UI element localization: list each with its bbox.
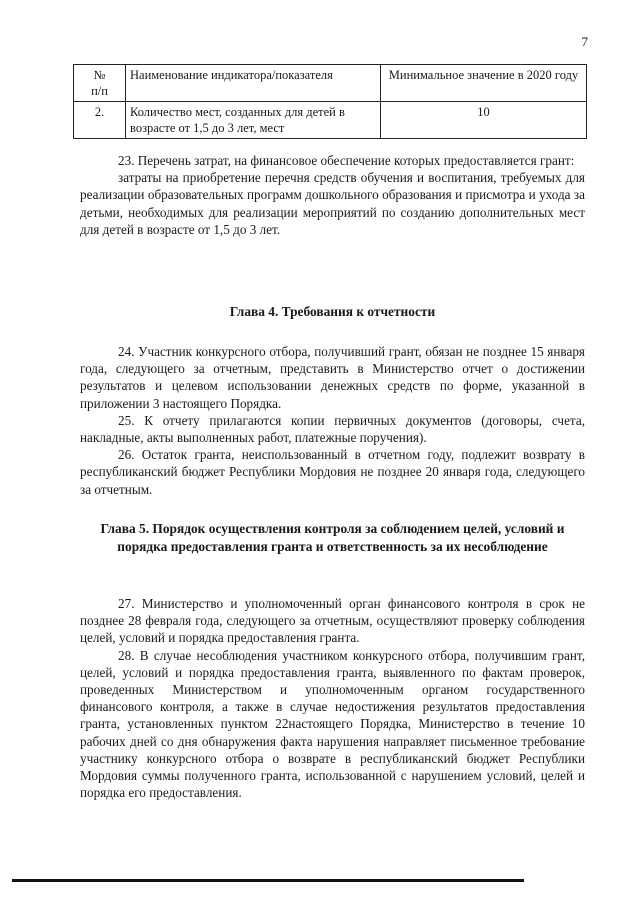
chapter-5-body	[80, 595, 585, 801]
row-min-value: 10	[381, 102, 587, 139]
header-min-value: Минимальное значение в 2020 году	[381, 65, 587, 102]
header-indicator-name: Наименование индикатора/показателя	[126, 65, 381, 102]
header-number: № п/п	[74, 65, 126, 102]
paragraph-27: 27. Министерство и уполномоченный орган финансового контроля в срок не позднее 28 февраля года, следующего за отчетным, осуществляют проверку соблюдения целей, условий и порядка предоставления гранта.	[80, 596, 585, 646]
indicators-table	[73, 64, 587, 139]
bottom-rule	[12, 879, 524, 882]
chapter-4-body	[80, 343, 585, 498]
paragraph-28: 28. В случае несоблюдения участником конкурсного отбора, получившим грант, целей, условий и порядка предоставления гранта, выявленного по фактам проверок, проведенных Министерством и уполномоченным органом государственного финансового контроля, а также в случае недостижения результатов предоставления гранта, установленных пунктом 22настоящего Порядка, Министерство в течение 10 рабочих дней со дня обнаружения факта нарушения направляет письменное требование участнику конкурсного отбора о возврате в республиканский бюджет Республики Мордовия суммы полученного гранта, использованной с нарушением условий, целей и порядка его предоставления.	[80, 647, 585, 801]
table-header-row	[74, 65, 587, 102]
page-number: 7	[581, 34, 588, 49]
paragraph-23-text: затраты на приобретение перечня средств обучения и воспитания, требуемых для реализации образовательных программ дошкольного образования и присмотра и ухода за детьми, необходимых для реализации мероприятий по созданию дополнительных мест для детей в возрасте от 1,5 до 3 лет.	[80, 170, 585, 237]
paragraph-25: 25. К отчету прилагаются копии первичных документов (договоры, счета, накладные, акты выполненных работ, платежные поручения).	[80, 412, 585, 446]
row-indicator-name: Количество мест, созданных для детей в возрасте от 1,5 до 3 лет, мест	[126, 102, 381, 139]
section-costs	[80, 152, 585, 238]
paragraph-26: 26. Остаток гранта, неиспользованный в отчетном году, подлежит возврату в республиканский бюджет Республики Мордовия не позднее 20 января года, следующего за отчетным.	[80, 447, 585, 497]
row-number: 2.	[74, 102, 126, 139]
table-row	[74, 102, 587, 139]
paragraph-24: 24. Участник конкурсного отбора, получивший грант, обязан не позднее 15 января года, следующего за отчетным, представить в Министерство отчет о достижении результатов и целевом использовании денежных средств по форме, указанной в приложении 3 настоящего Порядка.	[80, 344, 585, 411]
chapter-5-title: Глава 5. Порядок осуществления контроля за соблюдением целей, условий и порядка предоставления гранта и ответственность за их несоблюдение	[100, 521, 565, 554]
paragraph-23: 23. Перечень затрат, на финансовое обеспечение которых предоставляется грант:	[118, 153, 575, 168]
chapter-4-title: Глава 4. Требования к отчетности	[229, 304, 436, 319]
